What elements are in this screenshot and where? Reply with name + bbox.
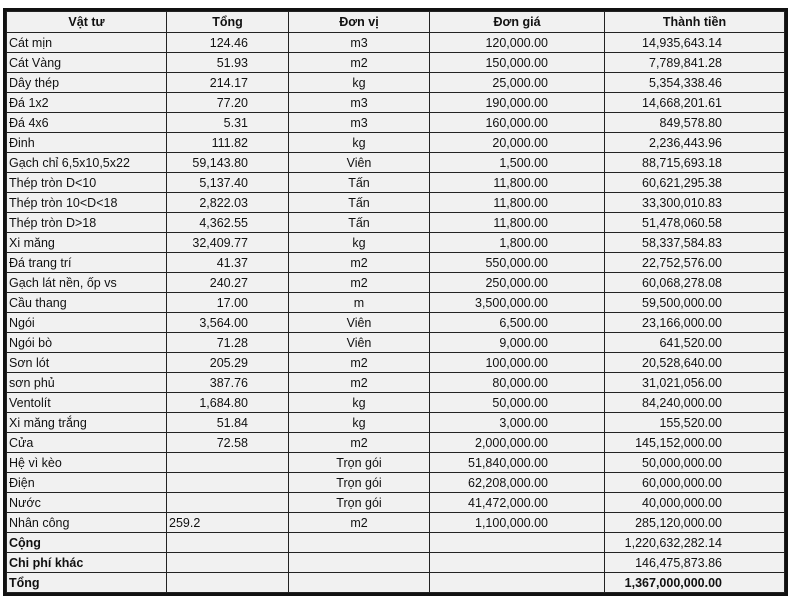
table-row [7, 173, 785, 193]
table-row [7, 253, 785, 273]
quantity-cell: 72.58 [167, 433, 289, 453]
quantity-cell: 3,564.00 [167, 313, 289, 333]
quantity-cell: 41.37 [167, 253, 289, 273]
amount-cell: 5,354,338.46 [605, 73, 785, 93]
material-name-cell: Đá 1x2 [7, 93, 167, 113]
quantity-cell: 77.20 [167, 93, 289, 113]
table-row [7, 333, 785, 353]
table-row [7, 493, 785, 513]
table-row [7, 313, 785, 333]
quantity-cell: 51.84 [167, 413, 289, 433]
amount-cell: 20,528,640.00 [605, 353, 785, 373]
table-row [7, 193, 785, 213]
material-name-cell: Cầu thang [7, 293, 167, 313]
unit-cell: m2 [289, 433, 430, 453]
material-name-cell: Đinh [7, 133, 167, 153]
amount-cell: 849,578.80 [605, 113, 785, 133]
material-name-cell: Sơn lót [7, 353, 167, 373]
unit-cell: m2 [289, 273, 430, 293]
quantity-cell: 71.28 [167, 333, 289, 353]
unit-cell: kg [289, 233, 430, 253]
unit-cell: kg [289, 393, 430, 413]
amount-cell: 7,789,841.28 [605, 53, 785, 73]
unit-cell: Tấn [289, 193, 430, 213]
unit-price-cell: 190,000.00 [430, 93, 605, 113]
unit-price-cell: 3,500,000.00 [430, 293, 605, 313]
unit-price-cell: 41,472,000.00 [430, 493, 605, 513]
amount-cell: 285,120,000.00 [605, 513, 785, 533]
material-name-cell: Thép tròn D<10 [7, 173, 167, 193]
material-name-cell: Dây thép [7, 73, 167, 93]
summary-amount-cell: 1,220,632,282.14 [605, 533, 785, 553]
unit-price-cell: 20,000.00 [430, 133, 605, 153]
empty-cell [167, 533, 289, 553]
quantity-cell: 5.31 [167, 113, 289, 133]
summary-label-cell: Chi phí khác [7, 553, 167, 573]
summary-amount-cell: 1,367,000,000.00 [605, 573, 785, 593]
amount-cell: 14,668,201.61 [605, 93, 785, 113]
unit-price-cell: 1,100,000.00 [430, 513, 605, 533]
material-name-cell: Cát Vàng [7, 53, 167, 73]
empty-cell [167, 553, 289, 573]
unit-cell: m2 [289, 353, 430, 373]
material-name-cell: Điện [7, 473, 167, 493]
quantity-cell: 32,409.77 [167, 233, 289, 253]
summary-amount-cell: 146,475,873.86 [605, 553, 785, 573]
table-row [7, 393, 785, 413]
amount-cell: 60,621,295.38 [605, 173, 785, 193]
summary-label-cell: Tổng [7, 573, 167, 593]
unit-cell: kg [289, 73, 430, 93]
material-name-cell: Ventolít [7, 393, 167, 413]
table-row [7, 353, 785, 373]
summary-row [7, 533, 785, 553]
table-row [7, 233, 785, 253]
quantity-cell: 4,362.55 [167, 213, 289, 233]
unit-price-cell: 3,000.00 [430, 413, 605, 433]
quantity-cell [167, 453, 289, 473]
materials-cost-table [6, 11, 785, 593]
unit-price-cell: 2,000,000.00 [430, 433, 605, 453]
unit-cell: m [289, 293, 430, 313]
unit-cell: m2 [289, 513, 430, 533]
unit-price-cell: 51,840,000.00 [430, 453, 605, 473]
empty-cell [430, 533, 605, 553]
table-row [7, 413, 785, 433]
amount-cell: 84,240,000.00 [605, 393, 785, 413]
amount-cell: 23,166,000.00 [605, 313, 785, 333]
material-name-cell: Hệ vì kèo [7, 453, 167, 473]
header-amount: Thành tiền [605, 12, 785, 33]
unit-price-cell: 1,500.00 [430, 153, 605, 173]
quantity-cell: 259.2 [167, 513, 289, 533]
material-name-cell: Xi măng [7, 233, 167, 253]
unit-cell: m2 [289, 53, 430, 73]
table-row [7, 273, 785, 293]
empty-cell [289, 533, 430, 553]
amount-cell: 51,478,060.58 [605, 213, 785, 233]
amount-cell: 31,021,056.00 [605, 373, 785, 393]
empty-cell [167, 573, 289, 593]
amount-cell: 155,520.00 [605, 413, 785, 433]
unit-cell: Viên [289, 333, 430, 353]
quantity-cell: 240.27 [167, 273, 289, 293]
quantity-cell: 5,137.40 [167, 173, 289, 193]
unit-cell: m3 [289, 33, 430, 53]
unit-cell: kg [289, 413, 430, 433]
materials-cost-table-container [3, 8, 788, 596]
unit-price-cell: 80,000.00 [430, 373, 605, 393]
material-name-cell: Nhân công [7, 513, 167, 533]
amount-cell: 40,000,000.00 [605, 493, 785, 513]
unit-price-cell: 550,000.00 [430, 253, 605, 273]
table-row [7, 293, 785, 313]
unit-price-cell: 62,208,000.00 [430, 473, 605, 493]
quantity-cell: 59,143.80 [167, 153, 289, 173]
unit-cell: m3 [289, 113, 430, 133]
unit-cell: Viên [289, 153, 430, 173]
quantity-cell: 387.76 [167, 373, 289, 393]
amount-cell: 60,068,278.08 [605, 273, 785, 293]
quantity-cell [167, 493, 289, 513]
summary-row [7, 553, 785, 573]
unit-price-cell: 160,000.00 [430, 113, 605, 133]
empty-cell [430, 573, 605, 593]
unit-price-cell: 11,800.00 [430, 173, 605, 193]
empty-cell [289, 553, 430, 573]
quantity-cell: 1,684.80 [167, 393, 289, 413]
table-row [7, 73, 785, 93]
table-row [7, 33, 785, 53]
unit-price-cell: 250,000.00 [430, 273, 605, 293]
material-name-cell: sơn phủ [7, 373, 167, 393]
quantity-cell: 205.29 [167, 353, 289, 373]
table-header-row [7, 12, 785, 33]
material-name-cell: Nước [7, 493, 167, 513]
amount-cell: 2,236,443.96 [605, 133, 785, 153]
unit-cell: m2 [289, 253, 430, 273]
table-row [7, 373, 785, 393]
material-name-cell: Ngói bò [7, 333, 167, 353]
table-row [7, 93, 785, 113]
unit-cell: kg [289, 133, 430, 153]
amount-cell: 60,000,000.00 [605, 473, 785, 493]
amount-cell: 14,935,643.14 [605, 33, 785, 53]
quantity-cell: 2,822.03 [167, 193, 289, 213]
amount-cell: 145,152,000.00 [605, 433, 785, 453]
amount-cell: 22,752,576.00 [605, 253, 785, 273]
summary-label-cell: Cộng [7, 533, 167, 553]
unit-cell: Tấn [289, 173, 430, 193]
quantity-cell: 51.93 [167, 53, 289, 73]
material-name-cell: Đá 4x6 [7, 113, 167, 133]
header-unit: Đơn vị [289, 12, 430, 33]
quantity-cell [167, 473, 289, 493]
quantity-cell: 124.46 [167, 33, 289, 53]
unit-price-cell: 6,500.00 [430, 313, 605, 333]
material-name-cell: Xi măng trắng [7, 413, 167, 433]
amount-cell: 59,500,000.00 [605, 293, 785, 313]
unit-price-cell: 100,000.00 [430, 353, 605, 373]
summary-row [7, 573, 785, 593]
material-name-cell: Đá trang trí [7, 253, 167, 273]
unit-cell: Tấn [289, 213, 430, 233]
material-name-cell: Gạch chỉ 6,5x10,5x22 [7, 153, 167, 173]
table-row [7, 513, 785, 533]
table-row [7, 473, 785, 493]
table-row [7, 433, 785, 453]
header-unit-price: Đơn giá [430, 12, 605, 33]
unit-cell: m2 [289, 373, 430, 393]
material-name-cell: Thép tròn 10<D<18 [7, 193, 167, 213]
unit-price-cell: 11,800.00 [430, 213, 605, 233]
amount-cell: 641,520.00 [605, 333, 785, 353]
unit-cell: Trọn gói [289, 473, 430, 493]
unit-price-cell: 1,800.00 [430, 233, 605, 253]
unit-cell: Viên [289, 313, 430, 333]
table-row [7, 133, 785, 153]
unit-price-cell: 50,000.00 [430, 393, 605, 413]
unit-cell: Trọn gói [289, 493, 430, 513]
unit-price-cell: 150,000.00 [430, 53, 605, 73]
header-total: Tổng [167, 12, 289, 33]
material-name-cell: Ngói [7, 313, 167, 333]
table-row [7, 113, 785, 133]
amount-cell: 58,337,584.83 [605, 233, 785, 253]
quantity-cell: 17.00 [167, 293, 289, 313]
empty-cell [430, 553, 605, 573]
table-row [7, 213, 785, 233]
amount-cell: 33,300,010.83 [605, 193, 785, 213]
material-name-cell: Cửa [7, 433, 167, 453]
unit-price-cell: 11,800.00 [430, 193, 605, 213]
unit-price-cell: 120,000.00 [430, 33, 605, 53]
amount-cell: 88,715,693.18 [605, 153, 785, 173]
amount-cell: 50,000,000.00 [605, 453, 785, 473]
material-name-cell: Gạch lát nền, ốp vs [7, 273, 167, 293]
table-row [7, 453, 785, 473]
empty-cell [289, 573, 430, 593]
material-name-cell: Thép tròn D>18 [7, 213, 167, 233]
quantity-cell: 214.17 [167, 73, 289, 93]
table-row [7, 153, 785, 173]
material-name-cell: Cát mịn [7, 33, 167, 53]
table-row [7, 53, 785, 73]
unit-cell: m3 [289, 93, 430, 113]
unit-price-cell: 9,000.00 [430, 333, 605, 353]
header-material: Vật tư [7, 12, 167, 33]
unit-price-cell: 25,000.00 [430, 73, 605, 93]
unit-cell: Trọn gói [289, 453, 430, 473]
quantity-cell: 111.82 [167, 133, 289, 153]
